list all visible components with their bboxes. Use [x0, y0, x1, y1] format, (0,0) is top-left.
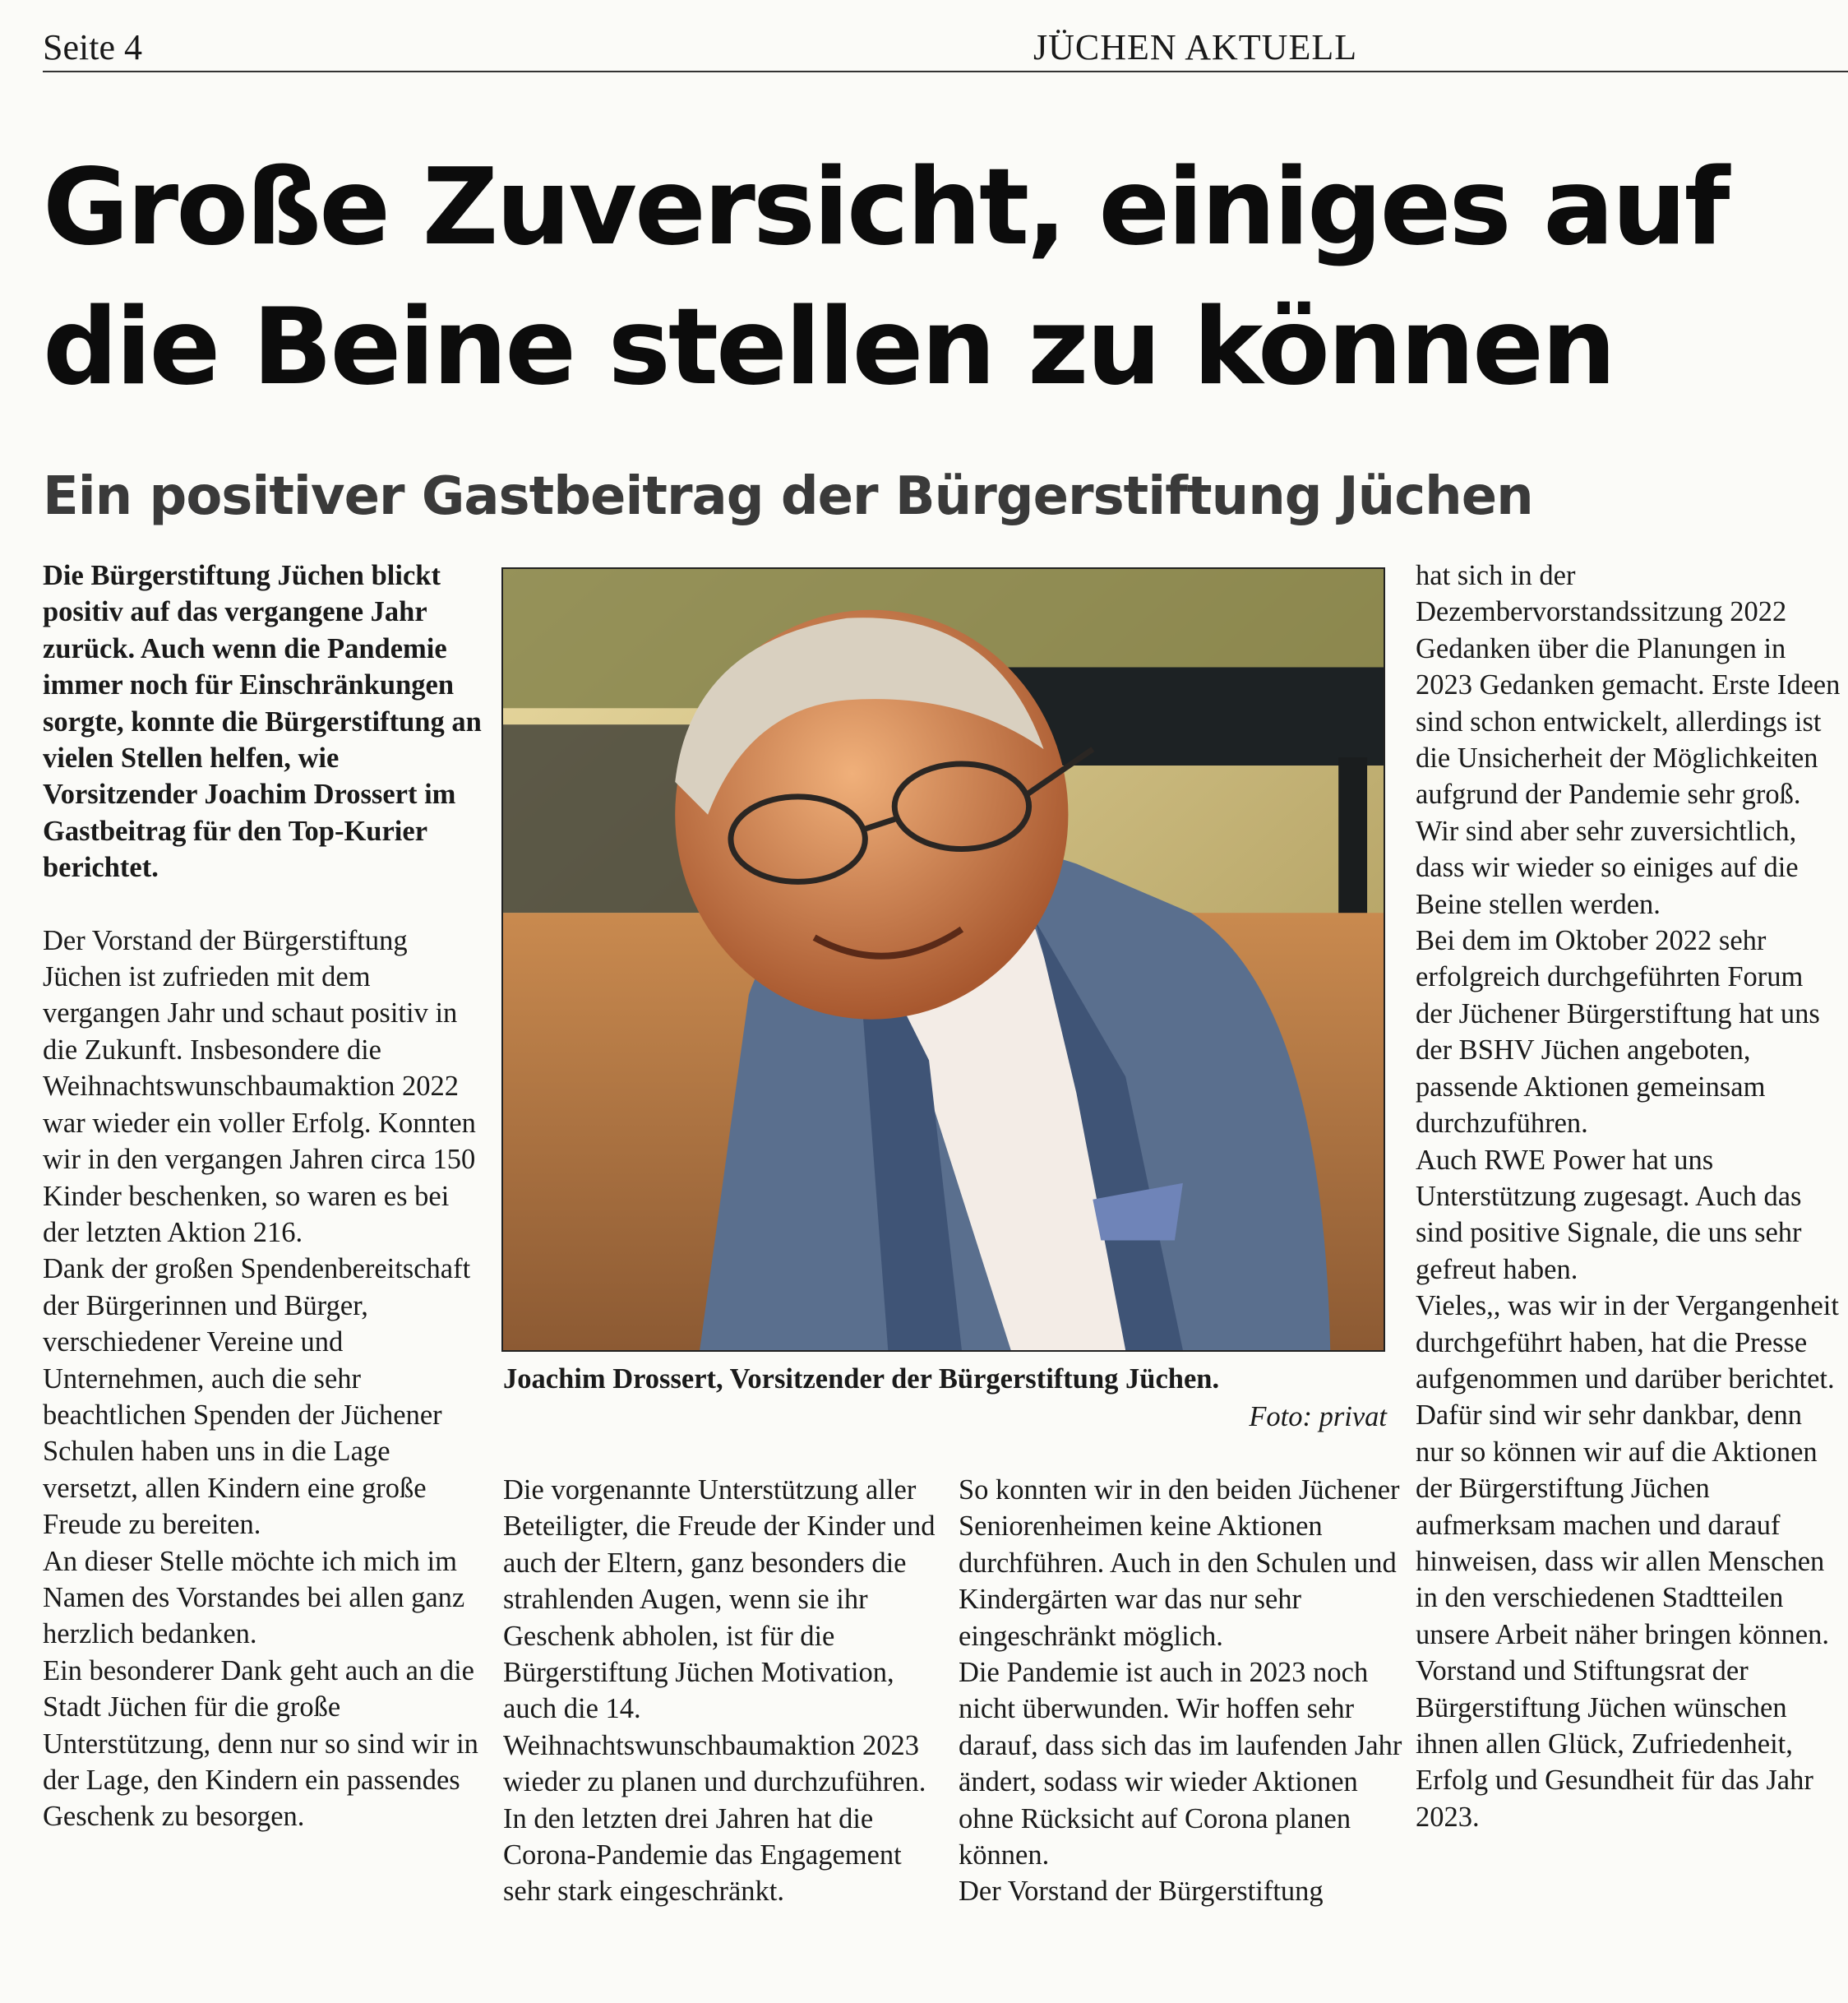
column-1 — [43, 557, 487, 1835]
body-paragraph: Die vorgenannte Unterstützung aller Beteiligter, die Freude der Kinder und auch der Eltern, ganz besonders die strahlenden Augen, wenn sie ihr Geschenk abholen, ist für die Bürgerstiftung Jüchen Motivation, auch die 14. Weihnachtswunschbaumaktion 2023 wieder zu planen und durchzuführen. — [503, 1474, 936, 1798]
body-paragraph: Vieles,, was wir in der Vergangenheit durchgeführt haben, hat die Presse aufgenommen und darüber berichtet. Dafür sind wir sehr dankbar, denn nur so können wir auf die Aktionen der Bürgerstiftung Jüchen aufmerksam machen und darauf hinweisen, dass wir allen Menschen in den verschiedenen Stadtteilen unsere Arbeit näher bringen können. — [1416, 1290, 1839, 1650]
column-2 — [503, 1472, 947, 1910]
headline-line-2: die Beine stellen zu können — [43, 286, 1615, 409]
body-paragraph: Der Vorstand der Bürgerstiftung Jüchen ist zufrieden mit dem vergangen Jahr und schaut positiv in die Zukunft. Insbesondere die Weihnachtswunschbaumaktion 2022 war wieder ein voller Erfolg. Konnten wir in den vergangen Jahren circa 150 Kinder beschenken, so waren es bei der letzten Aktion 216. — [43, 924, 476, 1248]
body-paragraph: In den letzten drei Jahren hat die Corona-Pandemie das Engagement sehr stark eingeschränkt. — [503, 1802, 902, 1908]
headline — [43, 138, 1835, 418]
page-number: Seite 4 — [43, 27, 142, 67]
headline-line-1: Große Zuversicht, einiges auf — [43, 146, 1728, 269]
lede-paragraph: Die Bürgerstiftung Jüchen blickt positiv auf das vergangene Jahr zurück. Auch wenn die Pandemie immer noch für Einschränkungen sorgte, konnte die Bürgerstiftung an vielen Stellen helfen, wie Vorsitzender Joachim Drossert im Gastbeitrag für den Top-Kurier berichtet. — [43, 560, 482, 884]
body-paragraph: An dieser Stelle möchte ich mich im Namen des Vorstandes bei allen ganz herzlich bedanken. — [43, 1545, 465, 1650]
running-header — [43, 25, 1848, 72]
photo-caption: Joachim Drossert, Vorsitzender der Bürgerstiftung Jüchen. — [503, 1363, 1220, 1395]
subheadline: Ein positiver Gastbeitrag der Bürgerstiftung Jüchen — [43, 466, 1533, 527]
body-paragraph: Ein besonderer Dank geht auch an die Stadt Jüchen für die große Unterstützung, denn nur so sind wir in der Lage, den Kindern ein passendes Geschenk zu besorgen. — [43, 1654, 478, 1833]
body-paragraph: Vorstand und Stiftungsrat der Bürgerstiftung Jüchen wünschen ihnen allen Glück, Zufriedenheit, Erfolg und Gesundheit für das Jahr 2023. — [1416, 1655, 1813, 1833]
photo-credit: Foto: privat — [1249, 1401, 1387, 1432]
section-title: JÜCHEN AKTUELL — [1033, 27, 1358, 67]
portrait-photo — [501, 567, 1385, 1352]
body-paragraph: Die Pandemie ist auch in 2023 noch nicht überwunden. Wir hoffen sehr darauf, dass sich das im laufenden Jahr ändert, sodass wir wieder Aktionen ohne Rücksicht auf Corona planen können. — [959, 1657, 1402, 1871]
body-paragraph: So konnten wir in den beiden Jüchener Seniorenheimen keine Aktionen durchführen. Auch in den Schulen und Kindergärten war das nur sehr eingeschränkt möglich. — [959, 1474, 1400, 1652]
column-4 — [1416, 557, 1843, 1835]
body-paragraph: Bei dem im Oktober 2022 sehr erfolgreich durchgeführten Forum der Jüchener Bürgerstiftung hat uns der BSHV Jüchen angeboten, passende Aktionen gemeinsam durchzuführen. — [1416, 925, 1820, 1140]
body-paragraph: hat sich in der Dezembervorstandssitzung 2022 Gedanken über die Planungen in 2023 Gedanken gemacht. Erste Ideen sind schon entwickelt, allerdings ist die Unsicherheit der Möglichkeiten aufgrund der Pandemie sehr groß. Wir sind aber sehr zuversichtlich, dass wir wieder so einiges auf die Beine stellen werden. — [1416, 560, 1841, 920]
portrait-image — [503, 569, 1384, 1350]
body-paragraph: Der Vorstand der Bürgerstiftung — [959, 1876, 1324, 1908]
column-3 — [959, 1472, 1402, 1910]
body-paragraph: Dank der großen Spendenbereitschaft der Bürgerinnen und Bürger, verschiedener Vereine und Unternehmen, auch die sehr beachtlichen Spenden der Jüchener Schulen haben uns in die Lage versetzt, allen Kindern eine große Freude zu bereiten. — [43, 1253, 471, 1541]
body-paragraph: Auch RWE Power hat uns Unterstützung zugesagt. Auch das sind positive Signale, die uns sehr gefreut haben. — [1416, 1144, 1802, 1285]
